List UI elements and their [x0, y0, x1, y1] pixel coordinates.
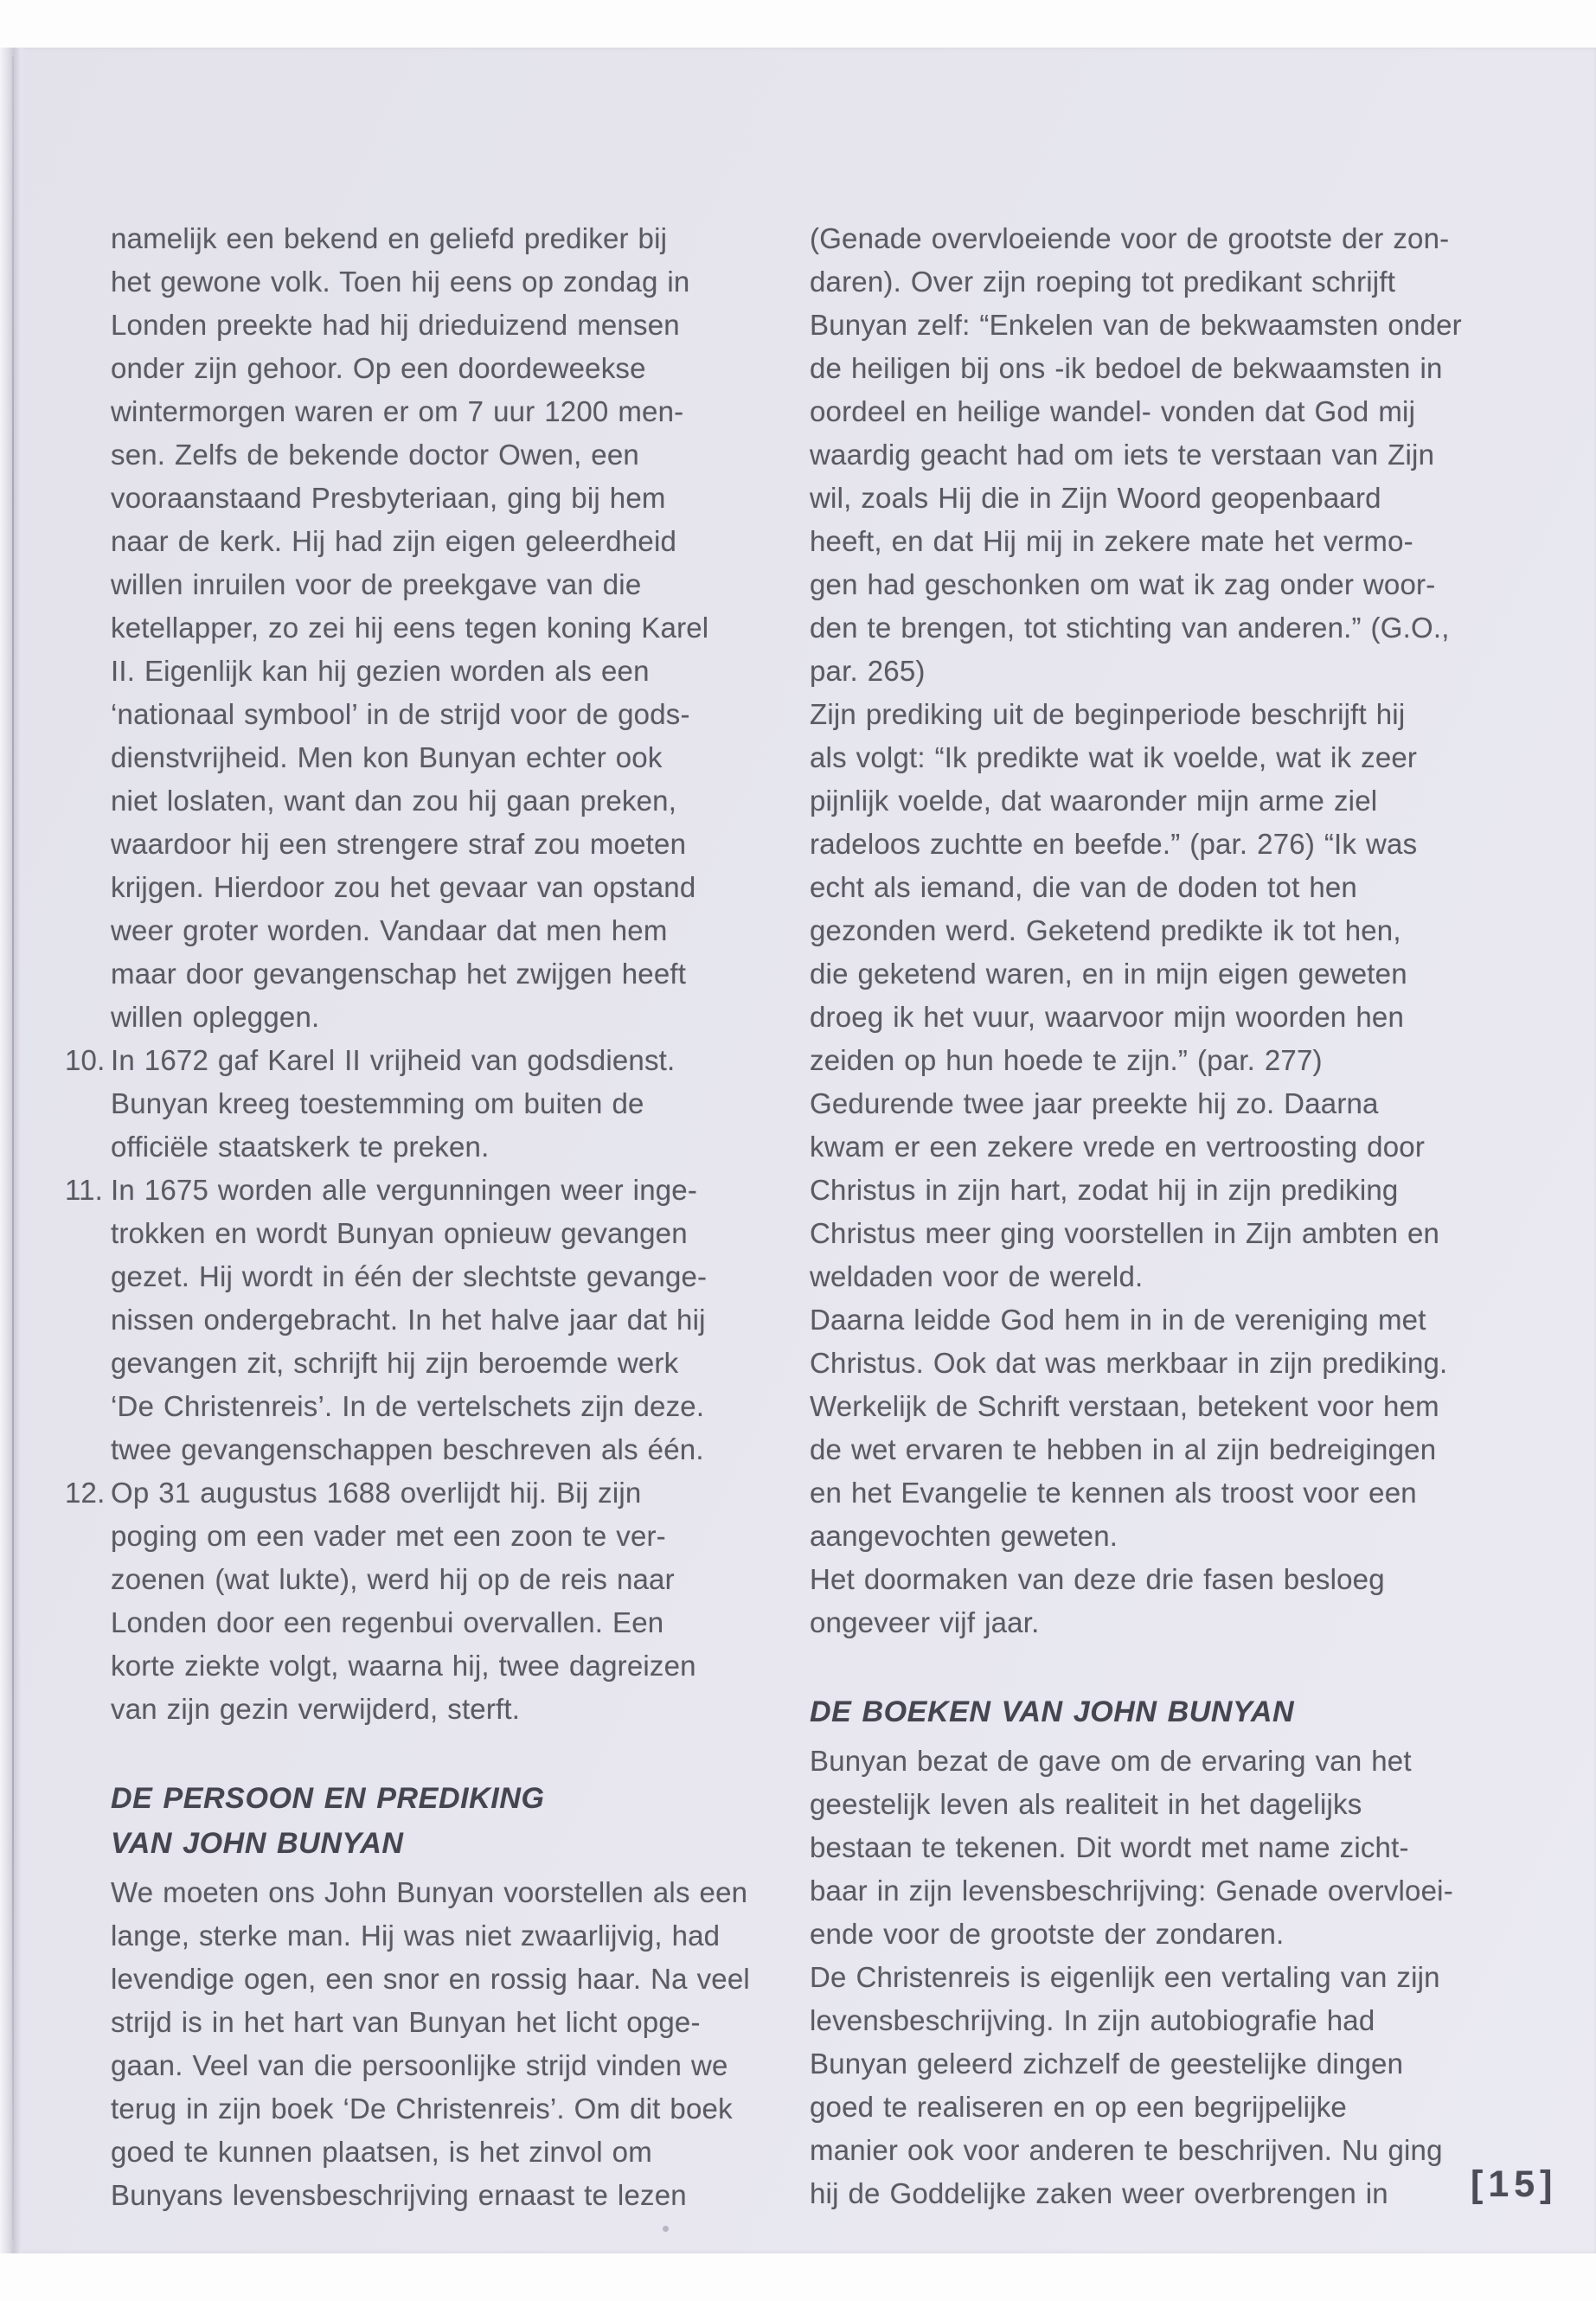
text-line: poging om een vader met een zoon te ver- [111, 1520, 666, 1552]
right-text-column [810, 217, 1503, 2215]
left-text-column [65, 217, 789, 2217]
text-line: den te brengen, tot stichting van anderen.” (G.O., [810, 612, 1450, 644]
text-line: strijd is in het hart van Bunyan het licht opge- [111, 2006, 701, 2038]
text-line: Op 31 augustus 1688 overlijdt hij. Bij zijn [111, 1477, 642, 1509]
text-line: Zijn prediking uit de beginperiode beschrijft hij [810, 698, 1406, 730]
paragraph [810, 217, 1503, 693]
text-line: Bunyans levensbeschrijving ernaast te lezen [111, 2179, 687, 2211]
scan-speck [663, 2226, 669, 2232]
text-line: levensbeschrijving. In zijn autobiografie had [810, 2004, 1375, 2036]
text-line: kwam er een zekere vrede en vertroosting door [810, 1131, 1426, 1163]
text-line: pijnlijk voelde, dat waaronder mijn arme ziel [810, 785, 1378, 817]
text-line: nissen ondergebracht. In het halve jaar dat hij [111, 1304, 706, 1336]
numbered-list-item [65, 1169, 789, 1471]
text-line: twee gevangenschappen beschreven als één. [111, 1433, 704, 1465]
heading-line: DE PERSOON EN PREDIKING [111, 1782, 545, 1815]
text-line: Christus meer ging voorstellen in Zijn ambten en [810, 1217, 1440, 1249]
paragraph [810, 693, 1503, 1082]
paragraph [810, 1740, 1503, 2215]
text-line: ‘De Christenreis’. In de vertelschets zijn deze. [111, 1390, 705, 1422]
page-gutter-shadow [0, 48, 26, 2253]
text-line: naar de kerk. Hij had zijn eigen geleerdheid [111, 525, 677, 557]
paragraph [810, 1298, 1503, 1558]
text-line: korte ziekte volgt, waarna hij, twee dagreizen [111, 1650, 696, 1682]
text-line: Londen preekte had hij drieduizend mensen [111, 309, 680, 341]
text-line: en het Evangelie te kennen als troost voor een [810, 1477, 1417, 1509]
numbered-list-item [65, 1471, 789, 1731]
text-line: Gedurende twee jaar preekte hij zo. Daarna [810, 1087, 1379, 1119]
book-page [0, 48, 1596, 2253]
text-line: Bunyan bezat de gave om de ervaring van het [810, 1745, 1412, 1777]
paragraph [111, 1871, 789, 2217]
text-line: officiële staatskerk te preken. [111, 1131, 490, 1163]
text-line: onder zijn gehoor. Op een doordeweekse [111, 352, 646, 384]
text-line: ketellapper, zo zei hij eens tegen koning Karel [111, 612, 709, 644]
text-line: droeg ik het vuur, waarvoor mijn woorden hen [810, 1001, 1405, 1033]
text-line: lange, sterke man. Hij was niet zwaarlijvig, had [111, 1920, 721, 1952]
text-line: radeloos zuchtte en beefde.” (par. 276) “Ik was [810, 828, 1418, 860]
text-line: par. 265) [810, 655, 926, 687]
text-line: Werkelijk de Schrift verstaan, betekent voor hem [810, 1390, 1439, 1422]
text-line: oordeel en heilige wandel- vonden dat God mij [810, 395, 1416, 427]
text-line: weer groter worden. Vandaar dat men hem [111, 914, 668, 946]
text-line: terug in zijn boek ‘De Christenreis’. Om dit boek [111, 2093, 733, 2125]
text-line: Bunyan geleerd zichzelf de geestelijke dingen [810, 2048, 1404, 2080]
text-line: echt als iemand, die van de doden tot hen [810, 871, 1357, 903]
list-item-number: 12. [65, 1477, 106, 1509]
text-line: willen opleggen. [111, 1001, 320, 1033]
paragraph [810, 1558, 1503, 1644]
text-line: In 1672 gaf Karel II vrijheid van godsdienst. [111, 1044, 676, 1076]
page-number: [15] [1471, 2163, 1558, 2205]
text-line: vooraanstaand Presbyteriaan, ging bij hem [111, 482, 666, 514]
text-line: sen. Zelfs de bekende doctor Owen, een [111, 439, 639, 471]
text-line: In 1675 worden alle vergunningen weer inge- [111, 1174, 698, 1206]
text-line: zeiden op hun hoede te zijn.” (par. 277) [810, 1044, 1323, 1076]
text-line: niet loslaten, want dan zou hij gaan preken, [111, 785, 677, 817]
text-line: levendige ogen, een snor en rossig haar. Na veel [111, 1963, 750, 1995]
text-line: De Christenreis is eigenlijk een vertaling van zijn [810, 1961, 1440, 1993]
text-line: trokken en wordt Bunyan opnieuw gevangen [111, 1217, 688, 1249]
text-line: krijgen. Hierdoor zou het gevaar van opstand [111, 871, 696, 903]
heading-line: DE BOEKEN VAN JOHN BUNYAN [810, 1695, 1295, 1728]
text-line: Christus in zijn hart, zodat hij in zijn prediking [810, 1174, 1399, 1206]
text-line: gen had geschonken om wat ik zag onder woor- [810, 568, 1436, 600]
text-line: manier ook voor anderen te beschrijven. Nu ging [810, 2134, 1443, 2166]
list-item-number: 11. [65, 1174, 104, 1206]
numbered-list-item [65, 1039, 789, 1169]
text-line: weldaden voor de wereld. [810, 1260, 1144, 1292]
text-line: gaan. Veel van die persoonlijke strijd vinden we [111, 2049, 728, 2081]
text-line: bestaan te tekenen. Dit wordt met name zicht- [810, 1831, 1409, 1863]
text-line: waardig geacht had om iets te verstaan van Zijn [810, 439, 1435, 471]
list-item-number: 10. [65, 1044, 106, 1076]
text-line: II. Eigenlijk kan hij gezien worden als een [111, 655, 650, 687]
text-line: gevangen zit, schrijft hij zijn beroemde werk [111, 1347, 679, 1379]
text-line: heeft, en dat Hij mij in zekere mate het vermo- [810, 525, 1413, 557]
text-line: het gewone volk. Toen hij eens op zondag in [111, 266, 690, 298]
text-line: namelijk een bekend en geliefd prediker bij [111, 222, 668, 254]
text-line: waardoor hij een strengere straf zou moeten [111, 828, 687, 860]
text-line: ‘nationaal symbool’ in de strijd voor de gods- [111, 698, 690, 730]
text-line: als volgt: “Ik predikte wat ik voelde, wat ik zeer [810, 741, 1418, 773]
section-heading [810, 1689, 1503, 1734]
text-line: We moeten ons John Bunyan voorstellen als een [111, 1876, 748, 1908]
paragraph [810, 1082, 1503, 1298]
text-line: wintermorgen waren er om 7 uur 1200 men- [111, 395, 684, 427]
text-line: willen inruilen voor de preekgave van die [111, 568, 642, 600]
text-line: gezonden werd. Geketend predikte ik tot hen, [810, 914, 1401, 946]
text-line: die geketend waren, en in mijn eigen geweten [810, 958, 1407, 990]
text-line: (Genade overvloeiende voor de grootste der zon- [810, 222, 1450, 254]
paragraph [111, 217, 789, 1039]
text-line: van zijn gezin verwijderd, sterft. [111, 1693, 521, 1725]
text-line: de wet ervaren te hebben in al zijn bedreigingen [810, 1433, 1437, 1465]
text-line: Christus. Ook dat was merkbaar in zijn prediking. [810, 1347, 1448, 1379]
text-line: Londen door een regenbui overvallen. Een [111, 1606, 664, 1638]
text-line: zoenen (wat lukte), werd hij op de reis naar [111, 1563, 675, 1595]
text-line: de heiligen bij ons -ik bedoel de bekwaamsten in [810, 352, 1443, 384]
text-line: hij de Goddelijke zaken weer overbrengen in [810, 2177, 1388, 2209]
text-line: maar door gevangenschap het zwijgen heeft [111, 958, 687, 990]
text-line: aangevochten geweten. [810, 1520, 1118, 1552]
text-line: daren). Over zijn roeping tot predikant schrijft [810, 266, 1396, 298]
section-heading [111, 1776, 789, 1866]
text-line: geestelijk leven als realiteit in het dagelijks [810, 1788, 1362, 1820]
text-line: dienstvrijheid. Men kon Bunyan echter ook [111, 741, 663, 773]
heading-line: VAN JOHN BUNYAN [111, 1827, 404, 1860]
text-line: goed te kunnen plaatsen, is het zinvol om [111, 2136, 652, 2168]
text-line: ende voor de grootste der zondaren. [810, 1918, 1285, 1950]
text-line: ongeveer vijf jaar. [810, 1606, 1040, 1638]
text-line: Daarna leidde God hem in in de vereniging met [810, 1304, 1426, 1336]
text-line: goed te realiseren en op een begrijpelijke [810, 2091, 1347, 2123]
text-line: wil, zoals Hij die in Zijn Woord geopenbaard [810, 482, 1381, 514]
text-line: baar in zijn levensbeschrijving: Genade overvloei- [810, 1875, 1453, 1907]
text-line: Bunyan zelf: “Enkelen van de bekwaamsten onder [810, 309, 1462, 341]
text-line: gezet. Hij wordt in één der slechtste gevange- [111, 1260, 708, 1292]
text-line: Het doormaken van deze drie fasen besloeg [810, 1563, 1385, 1595]
text-line: Bunyan kreeg toestemming om buiten de [111, 1087, 644, 1119]
